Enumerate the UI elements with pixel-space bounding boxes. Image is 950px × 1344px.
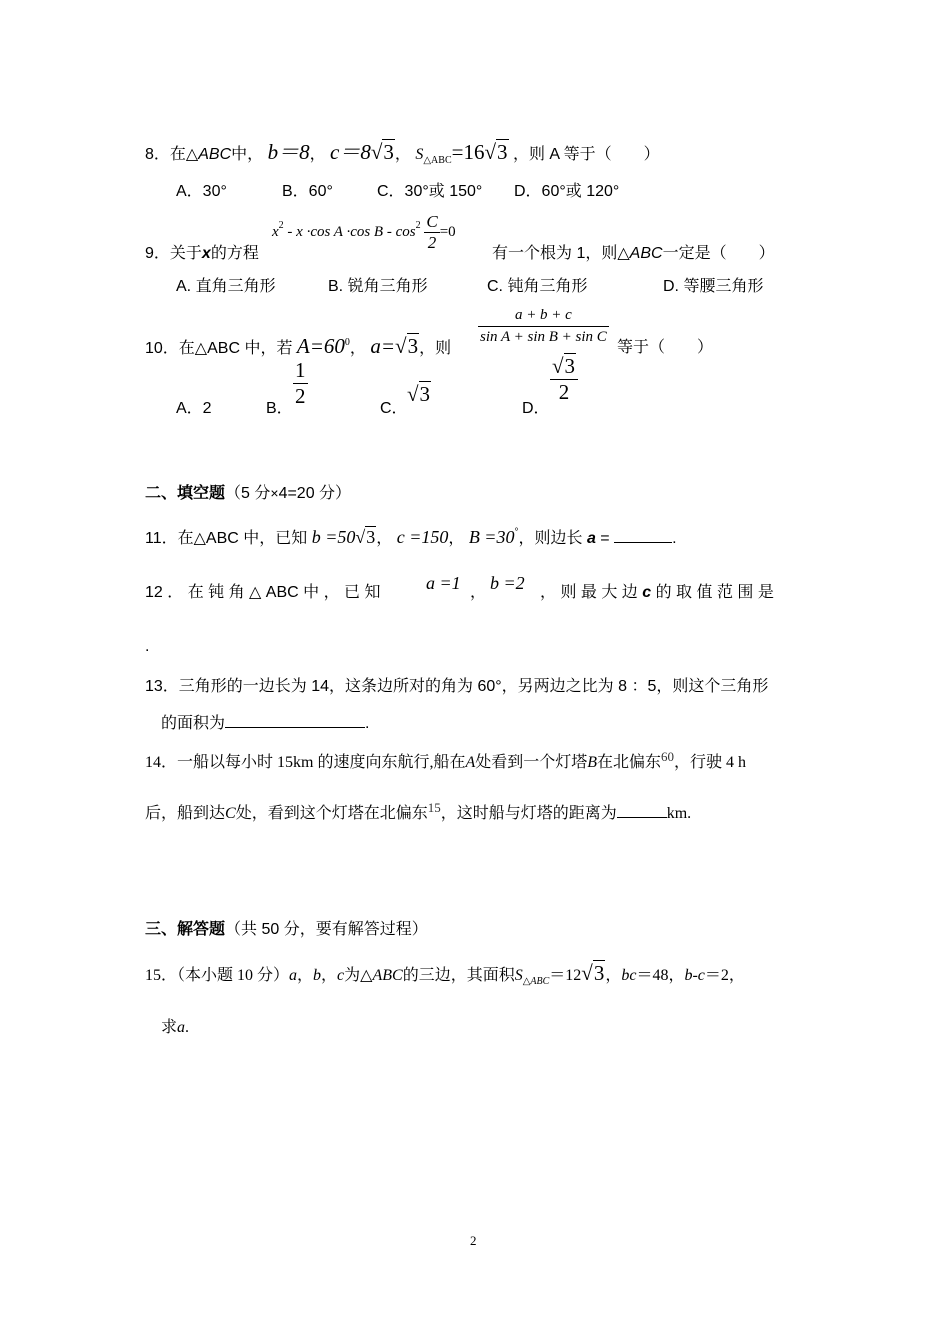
q8-option-b: B．60° [282,183,333,200]
question-10-stem: 10．在△ABC 中，若 $A=60^0$， a=√3，则 [145,334,452,358]
q10-option-b: B． [266,400,293,417]
question-15-line-1: 15．（本小题 10 分）a，b，c为△ABC的三边，其面积$S_{\triangle ABC}=12√3$，bc＝48，b-c＝2， [145,961,745,987]
q12-a-value: a =1 [426,573,461,593]
q13-answer-blank[interactable] [225,727,365,728]
q8-c-value: c＝8√3 [330,140,394,164]
q10-tail: 等于（ ） [617,339,714,356]
question-9-stem: 9．关于x的方程 [145,245,259,262]
q11-answer-blank[interactable] [614,542,672,543]
q12-b-value: b =2 [490,573,525,593]
question-15-line-2: 求a. [161,1019,190,1036]
section-3-heading: 三、解答题（共 50 分，要有解答过程） [145,921,428,938]
q8-b-value: b＝8 [267,140,310,164]
question-13-line-1: 13．三角形的一边长为 14，这条边所对的角为 60°，另两边之比为 8 ：5，则这个三角形 [145,678,769,695]
q10-option-c-root: √3 [407,382,431,406]
q10-option-a: A．2 [176,400,212,417]
q10-option-b-fraction: $\frac{1}{2}$ [295,358,306,408]
q8-option-a: A．30° [176,183,227,200]
q10-option-d-fraction: $\frac{√3}{2}$ [550,354,578,405]
q8-area: $S_{\triangle ABC}=16√3$ [415,140,508,166]
question-12-tail: ， 则 最 大 边 c 的 取 值 范 围 是 [540,584,774,601]
q8-option-c: C．30°或 150° [377,183,483,200]
q9-equation: $x^2 - x \cdot\cos$ A ·cos B - $\cos^2$ $\frac{C}{2}$ =0 [272,212,456,252]
q12-comma: ， [470,584,487,601]
question-13-line-2: 的面积为 . [161,715,370,732]
question-9-tail: 有一个根为 1，则△ABC一定是（ ） [492,245,775,262]
q10-fraction: $\frac{a + b + c}{\text{sin A + sin B + sin C}}$ [480,307,607,345]
question-11: 11．在△ABC 中，已知 b =50√3， c =150， B =30°，则边长 a = . [145,527,677,547]
q8-option-d: D．60°或 120° [514,183,620,200]
q10-option-d: D． [522,400,550,417]
q10-option-c: C． [380,400,408,417]
question-14-line-1: 14．一船以每小时 15km 的速度向东航行,船在A处看到一个灯塔B在北偏东$^{60}$，行驶 4 h [145,749,747,771]
page-number: 2 [470,1233,477,1248]
q9-option-a: A. 直角三角形 [176,278,276,295]
question-12-line-1: 12 ． 在 钝 角 △ ABC 中 ， 已 知 [145,584,381,601]
section-2-heading: 二、填空题（5 分×4=20 分） [145,485,352,502]
q14-answer-blank[interactable] [617,817,667,818]
q9-option-b: B. 锐角三角形 [328,278,428,295]
question-8-stem: 8．在△ABC中， b＝8， c＝8√3， $S_{\triangle ABC}=16√3$ ，则 A 等于（ ） [145,140,660,166]
q9-option-c: C. 钝角三角形 [487,278,588,295]
q9-option-d: D. 等腰三角形 [663,278,764,295]
question-14-line-2: 后，船到达C处，看到这个灯塔在北偏东$^{15}$，这时船与灯塔的距离为 km. [145,800,692,822]
question-12-line-2: . [145,638,150,655]
